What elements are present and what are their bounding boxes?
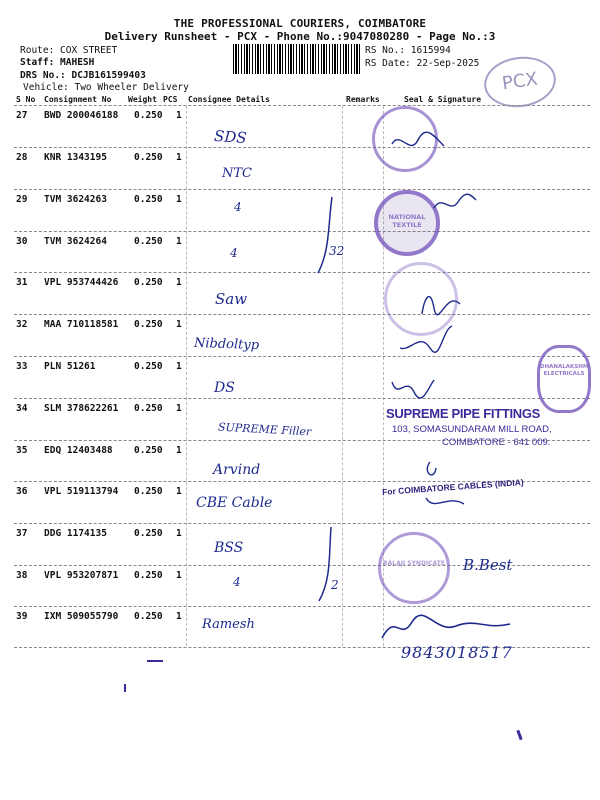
stamp-text: NATIONAL TEXTILE — [388, 213, 426, 229]
row-consignment: TVM 3624264 — [44, 236, 107, 247]
col-sno: S No — [16, 95, 36, 104]
signature — [388, 128, 448, 160]
rs-date: RS Date: 22-Sep-2025 — [365, 58, 480, 69]
row-pcs: 1 — [176, 445, 182, 456]
row-pcs: 1 — [176, 570, 182, 581]
signature-phone: 9843018517 — [401, 643, 513, 662]
table-header — [0, 95, 600, 105]
row-consignment: BWD 200046188 — [44, 110, 119, 121]
handwritten-note: CBE Cable — [196, 495, 273, 511]
row-consignment: TVM 3624263 — [44, 194, 107, 205]
row-consignment: EDQ 12403488 — [44, 445, 113, 456]
row-sno: 30 — [16, 236, 28, 247]
barcode — [233, 44, 361, 74]
row-consignment: VPL 519113794 — [44, 486, 119, 497]
row-weight: 0.250 — [134, 528, 163, 539]
col-weight: Weight — [128, 95, 157, 104]
row-sno: 27 — [16, 110, 28, 121]
row-pcs: 1 — [176, 611, 182, 622]
row-weight: 0.250 — [134, 319, 163, 330]
row-sno: 32 — [16, 319, 28, 330]
bracket-count: 32 — [329, 244, 345, 258]
signature — [420, 458, 470, 518]
row-pcs: 1 — [176, 110, 182, 121]
handwritten-note: 4 — [234, 200, 242, 214]
route-label: Route: COX STREET — [20, 45, 118, 56]
handwritten-note: Arvind — [213, 462, 261, 478]
row-sno: 36 — [16, 486, 28, 497]
drs-number: DRS No.: DCJB161599403 — [20, 70, 146, 81]
col-consignment: Consignment No — [44, 95, 112, 104]
row-consignment: MAA 710118581 — [44, 319, 119, 330]
rs-number: RS No.: 1615994 — [365, 45, 451, 56]
handwritten-note: 4 — [230, 246, 238, 260]
vehicle-label: Vehicle: Two Wheeler Delivery — [23, 82, 189, 93]
row-consignment: VPL 953744426 — [44, 277, 119, 288]
row-consignment: VPL 953207871 — [44, 570, 119, 581]
handwritten-note: Ramesh — [202, 617, 255, 632]
staff-label: Staff: MAHESH — [20, 57, 95, 68]
row-consignment: IXM 509055790 — [44, 611, 119, 622]
row-weight: 0.250 — [134, 194, 163, 205]
signature — [376, 608, 516, 648]
col-seal: Seal & Signature — [404, 95, 482, 104]
row-pcs: 1 — [176, 361, 182, 372]
signature — [430, 188, 480, 220]
supreme-stamp-city: COIMBATORE - 641 009. — [442, 437, 551, 448]
balaji-stamp — [378, 532, 450, 604]
row-pcs: 1 — [176, 277, 182, 288]
row-pcs: 1 — [176, 194, 182, 205]
bracket-count: 2 — [331, 578, 339, 592]
handwritten-note: 4 — [233, 575, 241, 589]
cbe-cables-stamp: For COIMBATORE CABLES (INDIA) — [381, 477, 525, 497]
col-remarks: Remarks — [346, 95, 380, 104]
signature — [388, 372, 438, 402]
handwritten-note: Nibdoltyp — [193, 335, 260, 354]
row-consignment: SLM 378622261 — [44, 403, 119, 414]
pcx-stamp: PCX — [481, 52, 559, 112]
stray-mark — [516, 730, 522, 740]
runsheet-subtitle: Delivery Runsheet - PCX - Phone No.:9047080280 - Page No.:3 — [104, 30, 496, 43]
row-consignment: PLN 51261 — [44, 361, 96, 372]
row-pcs: 1 — [176, 528, 182, 539]
row-sno: 31 — [16, 277, 28, 288]
stray-mark — [147, 660, 163, 662]
handwritten-note: DS — [214, 380, 235, 396]
dhanalakshmi-stamp — [537, 345, 591, 413]
table-row — [0, 106, 600, 147]
row-weight: 0.250 — [134, 403, 163, 414]
col-consignee: Consignee Details — [188, 95, 270, 104]
stamp-text: BALAJI SYNDICATE — [383, 560, 445, 567]
supreme-stamp-address: 103, SOMASUNDARAM MILL ROAD, — [392, 424, 552, 435]
row-consignment: KNR 1343195 — [44, 152, 107, 163]
signature — [396, 322, 456, 362]
row-sno: 33 — [16, 361, 28, 372]
row-pcs: 1 — [176, 486, 182, 497]
row-weight: 0.250 — [134, 236, 163, 247]
row-weight: 0.250 — [134, 277, 163, 288]
row-sno: 37 — [16, 528, 28, 539]
row-weight: 0.250 — [134, 110, 163, 121]
handwritten-note: BSS — [214, 540, 244, 556]
stray-mark — [124, 684, 126, 692]
bracket-mark — [300, 195, 360, 285]
row-pcs: 1 — [176, 319, 182, 330]
table-row — [0, 315, 600, 356]
row-pcs: 1 — [176, 236, 182, 247]
table-row — [0, 482, 600, 523]
supreme-stamp-name: SUPREME PIPE FITTINGS — [386, 406, 541, 421]
row-weight: 0.250 — [134, 445, 163, 456]
table-row — [0, 148, 600, 189]
row-sno: 34 — [16, 403, 28, 414]
company-title: THE PROFESSIONAL COURIERS, COIMBATORE — [173, 17, 427, 30]
row-weight: 0.250 — [134, 611, 163, 622]
handwritten-note: SDS — [213, 126, 248, 148]
handwritten-note: NTC — [222, 166, 252, 181]
row-sno: 39 — [16, 611, 28, 622]
signature — [416, 280, 466, 320]
row-weight: 0.250 — [134, 570, 163, 581]
row-weight: 0.250 — [134, 361, 163, 372]
row-sno: 38 — [16, 570, 28, 581]
handwritten-note: Saw — [215, 290, 248, 308]
row-sno: 35 — [16, 445, 28, 456]
table-row — [0, 357, 600, 398]
row-sno: 29 — [16, 194, 28, 205]
row-pcs: 1 — [176, 152, 182, 163]
row-weight: 0.250 — [134, 152, 163, 163]
bracket-mark — [305, 525, 345, 605]
row-sno: 28 — [16, 152, 28, 163]
handwritten-note: SUPREME Filler — [217, 420, 312, 439]
row-weight: 0.250 — [134, 486, 163, 497]
signature-text: B.Best — [463, 556, 513, 574]
stamp-text: DHANALAKSHMI ELECTRICALS — [540, 364, 591, 377]
row-consignment: DDG 1174135 — [44, 528, 107, 539]
col-pcs: PCS — [163, 95, 178, 104]
row-pcs: 1 — [176, 403, 182, 414]
